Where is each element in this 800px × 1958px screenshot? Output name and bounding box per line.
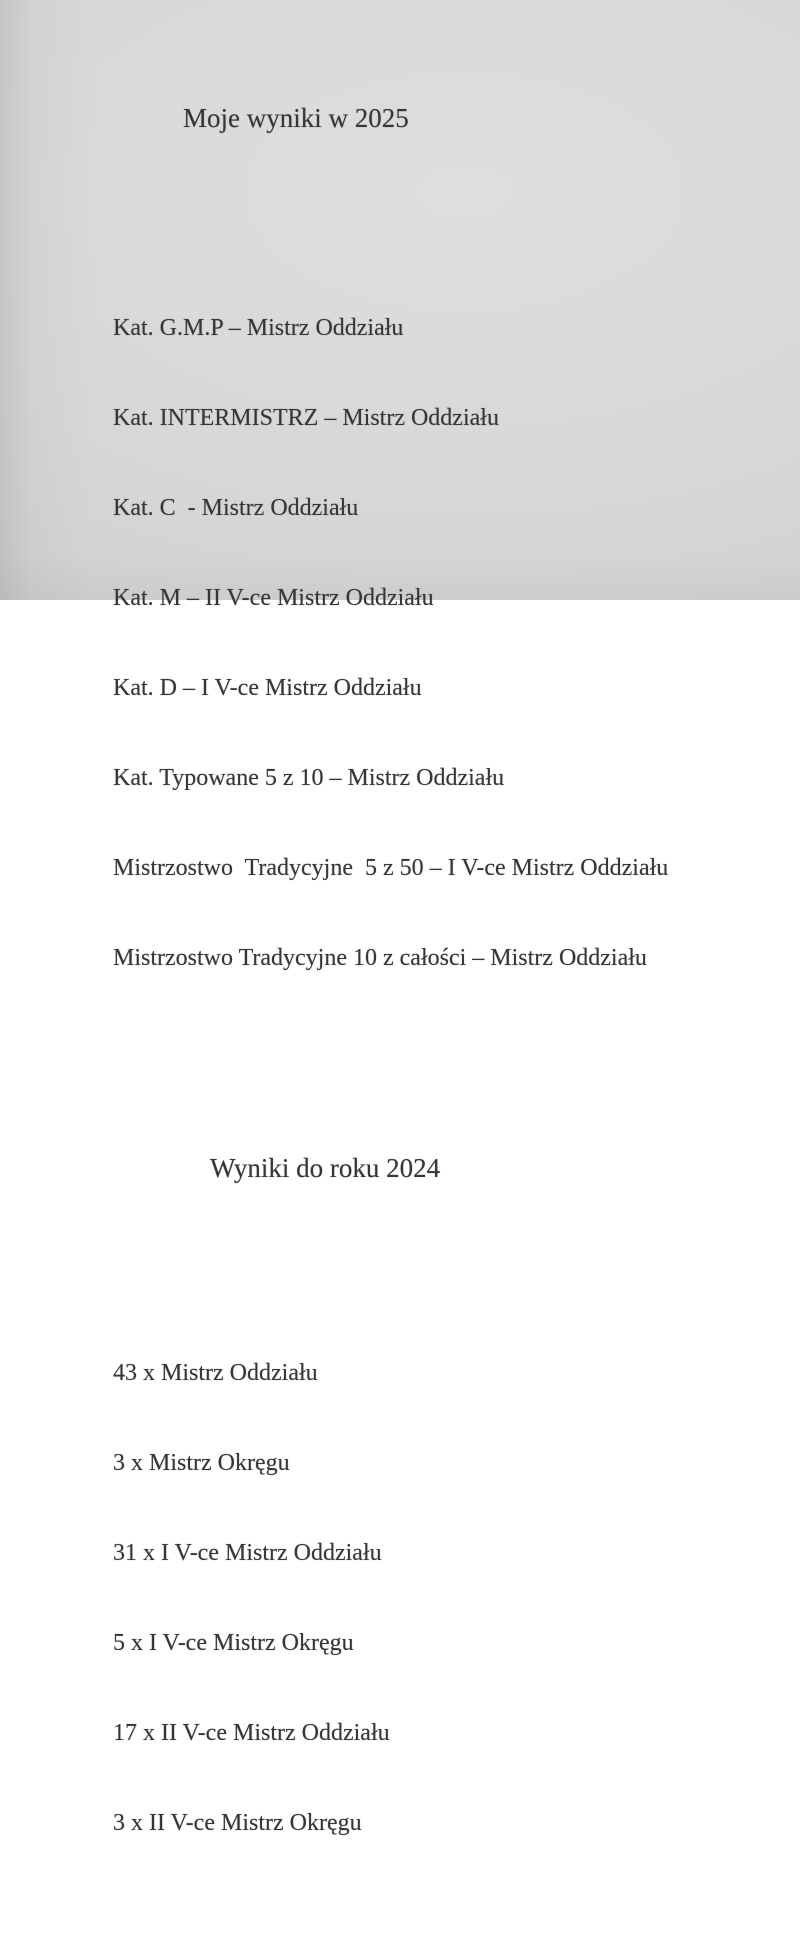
result-line-2025: Kat. M – II V-ce Mistrz Oddziału: [113, 585, 434, 611]
result-line-2025: Kat. Typowane 5 z 10 – Mistrz Oddziału: [113, 765, 505, 791]
result-line-2025: Kat. INTERMISTRZ – Mistrz Oddziału: [113, 405, 499, 431]
results-2025-list: [113, 253, 800, 1033]
result-line-2024: 17 x II V-ce Mistrz Oddziału: [113, 1720, 390, 1746]
result-line-2024: 3 x II V-ce Mistrz Okręgu: [113, 1810, 362, 1836]
result-line-2025: Kat. D – I V-ce Mistrz Oddziału: [113, 675, 422, 701]
result-line-2025: Mistrzostwo Tradycyjne 10 z całości – Mistrz Oddziału: [113, 945, 647, 971]
result-line-2024: 5 x I V-ce Mistrz Okręgu: [113, 1630, 354, 1656]
result-line-2024: 3 x Mistrz Okręgu: [113, 1450, 290, 1476]
result-line-2024: 43 x Mistrz Oddziału: [113, 1360, 318, 1386]
result-line-2025: Kat. C - Mistrz Oddziału: [113, 495, 359, 521]
results-2024-list: [113, 1298, 800, 1898]
result-line-2025: Mistrzostwo Tradycyjne 5 z 50 – I V-ce Mistrz Oddziału: [113, 855, 669, 881]
page-title: Moje wyniki w 2025: [183, 103, 409, 133]
result-line-2025: Kat. G.M.P – Mistrz Oddziału: [113, 315, 404, 341]
section-subtitle: Wyniki do roku 2024: [210, 1153, 441, 1183]
result-line-2024: 31 x I V-ce Mistrz Oddziału: [113, 1540, 382, 1566]
